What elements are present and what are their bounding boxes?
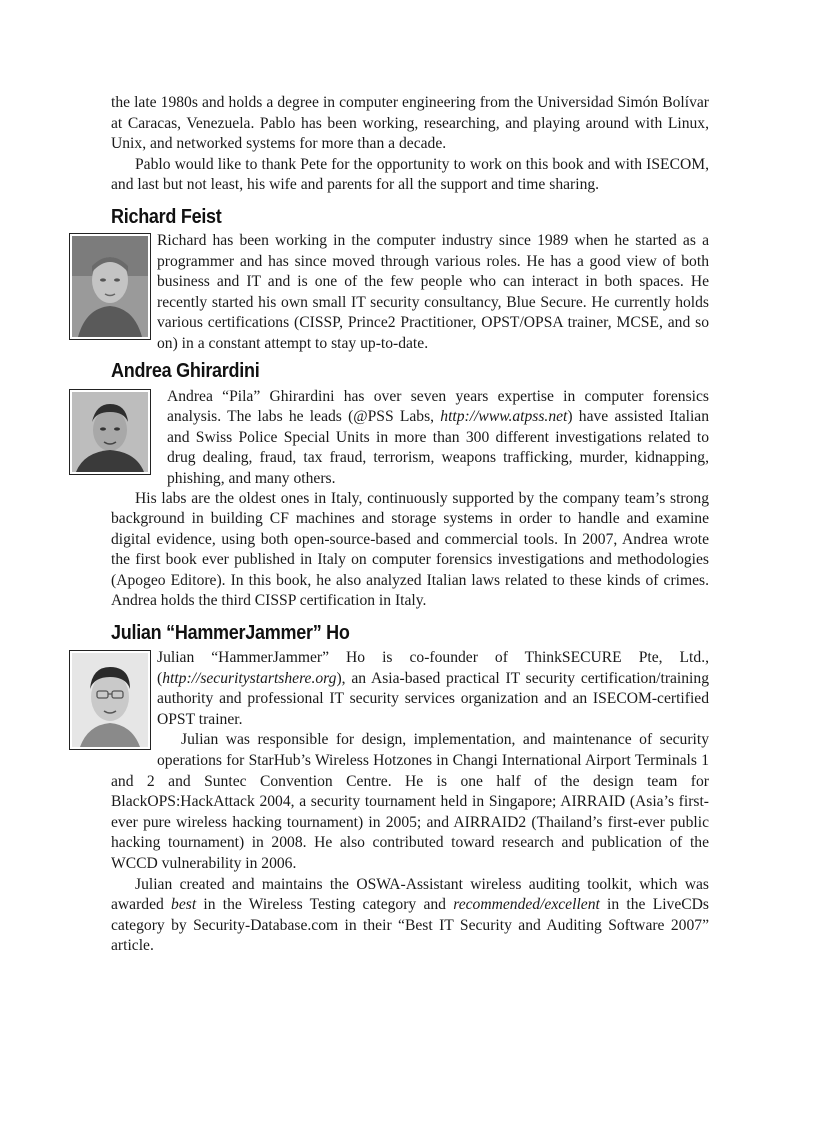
bio-text: Richard has been working in the computer industry since 1989 when he started as a programmer and has since moved through various roles. He has a good view of both business and IT and is one of the few people who can interact in both spaces. He recently started his own small IT security consultancy, Blue Secure. He currently holds various certifications (CISSP, Prince2 Practitioner, OPST/OPSA trainer, MCSE, and so on) in a constant attempt to stay up-to-date.: [157, 231, 709, 352]
page-content: [111, 93, 709, 957]
author-photo: [69, 233, 151, 340]
intro-paragraph-1: the late 1980s and holds a degree in computer engineering from the Universidad Simón Bolívar at Caracas, Venezuela. Pablo has been working, researching, and playing around with Linux, Unix, and networked systems for more than a decade.: [111, 94, 709, 153]
bio-richard-feist: [111, 205, 709, 355]
bio-link[interactable]: http://www.atpss.net: [440, 408, 568, 426]
author-photo: [69, 650, 151, 750]
bio-link[interactable]: http://securitystartshere.org: [162, 669, 337, 687]
portrait-icon: [72, 236, 148, 337]
bio-paragraph-3: Julian created and maintains the OSWA-Assistant wireless auditing toolkit, which was awarded best in the Wireless Testing category and recommended/excellent in the LiveCDs category by Security-Database.com in their “Best IT Security and Auditing Software 2007” article.: [111, 875, 709, 955]
portrait-icon: [72, 653, 148, 747]
bio-heading: Andrea Ghirardini: [111, 359, 260, 382]
bio-heading: Richard Feist: [111, 205, 222, 228]
intro-section: [111, 93, 709, 196]
bio-julian-ho: [111, 621, 709, 957]
bio-heading: Julian “HammerJammer” Ho: [111, 622, 350, 645]
bio-paragraph-2: His labs are the oldest ones in Italy, continuously supported by the company team’s strong background in building CF machines and storage systems in order to handle and examine digital evidence, using both open-source-based and commercial tools. In 2007, Andrea wrote the first book ever published in Italy on computer forensics investigations and methodologies (Apogeo Editore). In this book, he also analyzed Italian laws related to these kinds of crimes. Andrea holds the third CISSP certification in Italy.: [111, 489, 709, 610]
bio-text: Julian “HammerJammer” Ho is co-founder of ThinkSECURE Pte, Ltd., (http://securitystartshere.org), an Asia-based practical IT security certification/training authority and professional IT security services organization and an ISECOM-certified OPST trainer.: [157, 649, 709, 728]
bio-paragraph-2: Julian was responsible for design, implementation, and maintenance of security operations for StarHub’s Wireless Hotzones in Changi International Airport Terminals 1 and 2 and Suntec Convention Centre. He is one half of the design team for BlackOPS:HackAttack 2004, a security tournament held in Singapore; AIRRAID (Asia’s first-ever pure wireless hacking tournament) in 2005; and AIRRAID2 (Thailand’s first-ever public hacking tournament) in 2008. He also contributed toward research and publication of the WCCD vulnerability in 2006.: [111, 731, 709, 872]
author-photo: [69, 389, 151, 475]
intro-paragraph-2: Pablo would like to thank Pete for the opportunity to work on this book and with ISECOM, and last but not least, his wife and parents for all the support and time sharing.: [111, 155, 709, 194]
portrait-icon: [72, 392, 148, 472]
bio-text: Andrea “Pila” Ghirardini has over seven years expertise in computer forensics analysis. The labs he leads (@PSS Labs, http://www.atpss.net) have assisted Italian and Swiss Police Special Units in more than 300 different investigations related to drug dealing, fraud, tax fraud, terrorism, weapons trafficking, murder, kidnapping, phishing, and many others.: [167, 387, 709, 487]
bio-andrea-ghirardini: [111, 359, 709, 613]
